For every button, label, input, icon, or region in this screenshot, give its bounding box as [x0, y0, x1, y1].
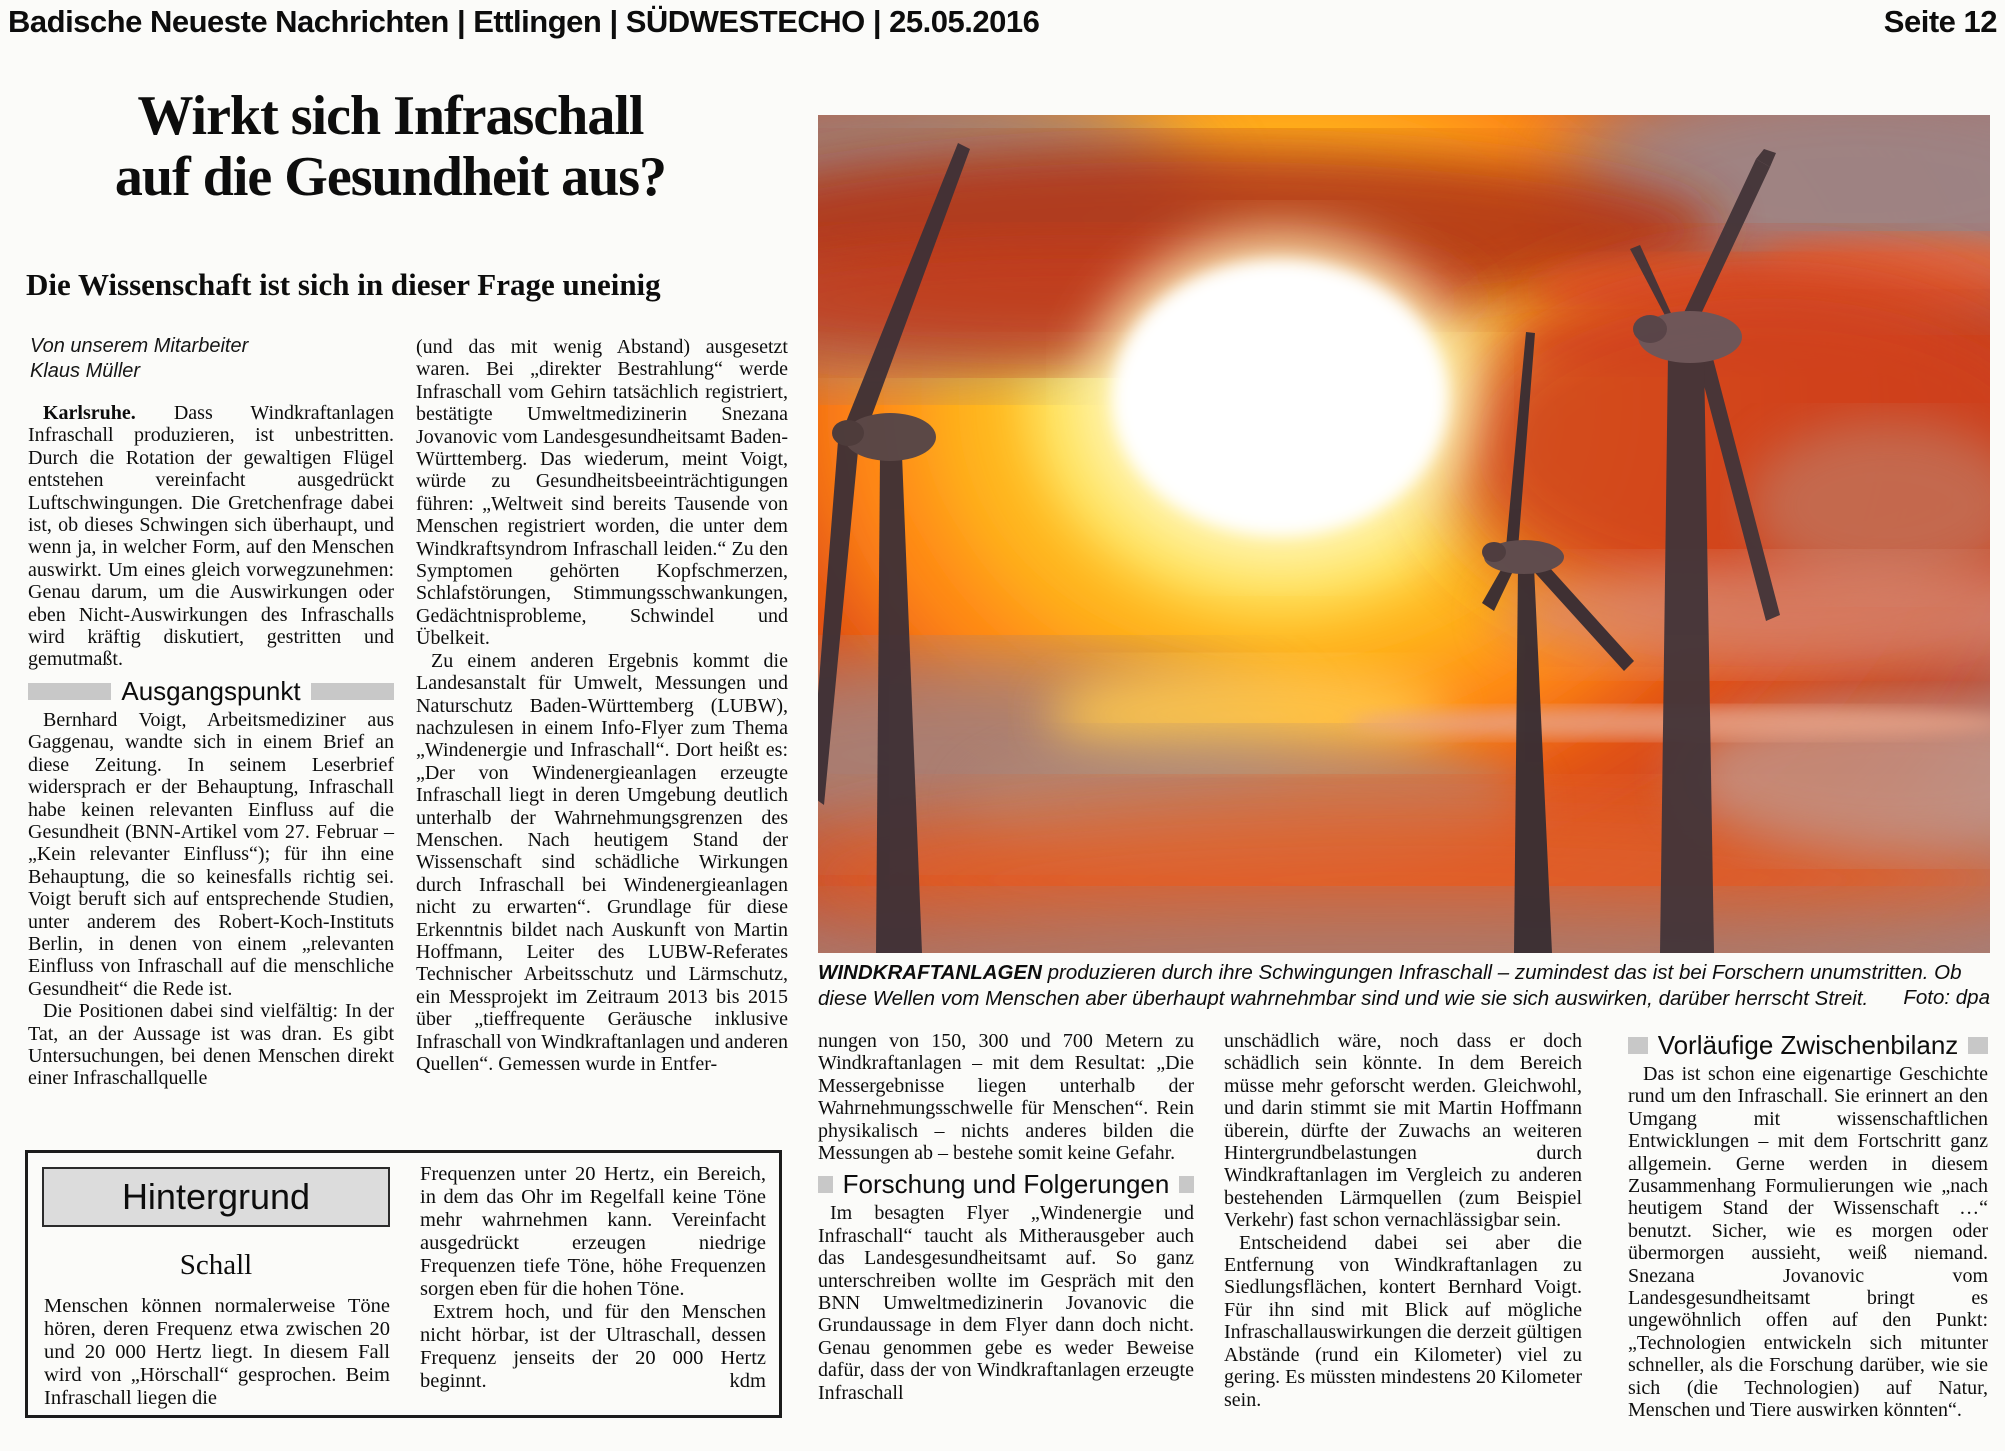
- paragraph: Die Positionen dabei sind vielfältig: In der Tat, an der Aussage ist was dran. Es gibt Untersuchungen, bei denen Menschen direkt einer Infraschallquelle: [28, 1000, 394, 1090]
- paragraph: Im besagten Flyer „Windenergie und Infraschall“ taucht als Mitherausgeber auch das Landesgesundheitsamt auf. So ganz unterschreiben wollte im Gespräch mit den BNN Umweltmedizinerin Jovanovic die Grundaussage in dem Flyer dann doch nicht. Genau genommen gebe es weder Beweise dafür, dass der von Windkraftanlagen erzeugte Infraschall: [818, 1202, 1194, 1404]
- byline-author: Klaus Müller: [30, 360, 141, 382]
- sun: [1112, 260, 1448, 536]
- article-subhead: Die Wissenschaft ist sich in dieser Frage uneinig: [26, 267, 661, 302]
- paragraph: (und das mit wenig Abstand) ausgesetzt waren. Bei „direkter Bestrahlung“ werde Infraschall vom Gehirn tatsächlich registriert, bestätigte Umweltmedizinerin Snezana Jovanovic vom Landesgesundheitsamt Baden-Württemberg. Das wiederum, meint Voigt, würde zu Gesundheitsbeeinträchtigungen führen: „Weltweit sind bereits Tausende von Menschen registriert worden, die unter dem Windkraftsyndrom Infraschall leiden.“ Zu den Symptomen gehörten Kopfschmerzen, Schlafstörungen, Stimmungsschwankungen, Gedächtnisprobleme, Schwindel und Übelkeit.: [416, 336, 788, 650]
- section-header-zwischenbilanz: Vorläufige Zwischenbilanz: [1628, 1030, 1988, 1060]
- body-column-1: [28, 402, 394, 1090]
- section-header-ausgangspunkt: Ausgangspunkt: [28, 676, 394, 706]
- body-column-3: [818, 1030, 1194, 1404]
- paragraph: Zu einem anderen Ergebnis kommt die Landesanstalt für Umwelt, Messungen und Naturschutz Baden-Württemberg (LUBW), nachzulesen in einem Info-Flyer zum Thema „Windenergie und Infraschall“. Dort heißt es: „Der von Windenergieanlagen erzeugte Infraschall liegt in deren Umgebung deutlich unterhalb der Wahrnehmungsgrenzen des Menschen. Nach heutigem Stand der Wissenschaft sind schädliche Wirkungen durch Infraschall bei Windenergieanlagen nicht zu erwarten“. Grundlage für diese Erkenntnis bildet nach Auskunft von Martin Hoffmann, Leiter des LUBW-Referates Technischer Arbeitsschutz und Lärmschutz, ein Messprojekt im Zeitraum 2013 bis 2015 über „tieffrequente Geräusche inklusive Infraschall von Windkraftanlagen und anderen Quellen“. Gemessen wurde in Entfer-: [416, 649, 789, 1075]
- paragraph: nungen von 150, 300 und 700 Metern zu Windkraftanlagen – mit dem Resultat: „Die Messergebnisse liegen unterhalb der Wahrnehmungsschwelle für Menschen“. Rein physikalisch – nichts anderes bilden die Messungen ab – bestehe somit keine Gefahr.: [818, 1030, 1194, 1165]
- caption-lead: WINDKRAFTANLAGEN: [818, 961, 1042, 984]
- byline: [30, 334, 390, 384]
- body-column-4: [1224, 1030, 1582, 1411]
- page-header: [0, 2, 2005, 48]
- page-number: Seite 12: [1883, 4, 1997, 39]
- infobox-hintergrund: [25, 1150, 782, 1418]
- paragraph: unschädlich wäre, noch dass er doch schädlich sein könnte. In dem Bereich müsse mehr geforscht werden. Gleichwohl, und darin stimmt sie mit Martin Hoffmann überein, dürfte der Zuwachs an weiteren Hintergrundbelastungen durch Windkraftanlagen im Vergleich zu anderen bestehenden Lärmquellen (zum Beispiel Verkehr) fast schon vernachlässigbar sein.: [1224, 1030, 1582, 1232]
- body-column-2: [416, 336, 788, 1075]
- paragraph: Frequenzen unter 20 Hertz, ein Bereich, in dem das Ohr im Regelfall keine Töne mehr wahrnehmen kann. Vereinfacht ausgedrückt erzeugen niedrige Frequenzen tiefe Töne, höhe Frequenzen sorgen eben für die hohen Töne.: [420, 1163, 766, 1300]
- article-headline: [18, 86, 763, 208]
- turbine-hub: [1633, 315, 1667, 343]
- photo-credit: Foto: dpa: [1903, 986, 1990, 1009]
- section-header-forschung: Forschung und Folgerungen: [818, 1169, 1194, 1199]
- author-initials: kdm: [729, 1370, 766, 1392]
- caption-text: produzieren durch ihre Schwingungen Infraschall – zumindest das ist bei Forschern unumstritten. Ob diese Wellen vom Menschen aber überhaupt wahrnehmbar sind und wie sie sich auswirken, darüber herrscht Streit.: [818, 961, 1962, 1010]
- paragraph: Karlsruhe. Dass Windkraftanlagen Infraschall produzieren, ist unbestritten. Durch die Rotation der gewaltigen Flügel entstehen vereinfacht ausgedrückt Luftschwingungen. Die Gretchenfrage dabei ist, ob dieses Schwingen sich überhaupt, und wenn ja, in welcher Form, auf den Menschen auswirkt. Um eines gleich vorwegzunehmen: Genau darum, um die Auswirkungen oder eben Nicht-Auswirkungen des Infraschalls wird kräftig diskutiert, gestritten und gemutmaßt.: [28, 402, 394, 671]
- infobox-subtitle: Schall: [179, 1249, 253, 1281]
- paragraph: Entscheidend dabei sei aber die Entfernung von Windkraftanlagen zu Siedlungsflächen, kontert Bernhard Voigt. Für ihn sind mit Blick auf mögliche Infraschallauswirkungen die derzeit gültigen Abstände (rund ein Kilometer) viel zu gering. Es müssten mindestens 20 Kilometer sein.: [1224, 1231, 1582, 1411]
- paragraph: Bernhard Voigt, Arbeitsmediziner aus Gaggenau, wandte sich in einem Brief an diese Zeitung. In seinem Leserbrief widersprach er der Behauptung, Infraschall habe keinen relevanten Einfluss auf die Gesundheit (BNN-Artikel vom 27. Februar – „Kein relevanter Einfluss“); für ihn eine Behauptung, die so keinesfalls richtig sei. Voigt beruft sich auf entsprechende Studien, unter anderem des Robert-Koch-Instituts Berlin, in denen von einem „relevanten Einfluss von Infraschall auf die menschliche Gesundheit“ die Rede ist.: [28, 708, 394, 1000]
- turbine-hub: [1482, 542, 1506, 562]
- windpark-sunset-photo: [818, 115, 1990, 953]
- body-column-5: [1628, 1030, 1988, 1422]
- paragraph: Das ist schon eine eigenartige Geschichte rund um den Infraschall. Sie erinnert an den Umgang mit wissenschaftlichen Entwicklungen – mit dem Fortschritt ganz allgemein. Gerne werden in diesem Zusammenhang Formulierungen wie „nach heutigem Stand der Wissenschaft …“ benutzt. Sicher, wie es morgen oder übermorgen aussieht, weiß niemand. Snezana Jovanovic vom Landesgesundheitsamt bringt es ungewöhnlich offen auf den Punkt: „Technologien entwickeln sich mitunter schneller, als die Forschung darüber, wie sie sich (die Technologien) auf Natur, Menschen und Tiere auswirken könnten“.: [1628, 1063, 1988, 1422]
- headline-line-2: auf die Gesundheit aus?: [114, 146, 667, 208]
- newspaper-masthead: Badische Neueste Nachrichten | Ettlingen | SÜDWESTECHO | 25.05.2016: [8, 4, 1040, 39]
- sunset-photo-graphic: [818, 115, 1990, 953]
- byline-role: Von unserem Mitarbeiter: [30, 335, 249, 357]
- infobox-title: Hintergrund: [42, 1167, 390, 1227]
- photo-caption: [818, 960, 1990, 1012]
- headline-line-1: Wirkt sich Infraschall: [137, 85, 644, 147]
- dateline: Karlsruhe.: [43, 402, 136, 424]
- turbine-hub: [832, 420, 864, 446]
- infobox-text-right: [420, 1163, 766, 1393]
- paragraph: Extrem hoch, und für den Menschen nicht hörbar, ist der Ultraschall, dessen Frequenz jenseits der 20 000 Hertz beginnt. kdm: [420, 1301, 766, 1392]
- infobox-text-left: Menschen können normalerweise Töne hören, deren Frequenz etwa zwischen 20 und 20 000 Hertz liegt. In diesem Fall wird von „Hörschall“ gesprochen. Beim Infraschall liegen die: [44, 1295, 390, 1409]
